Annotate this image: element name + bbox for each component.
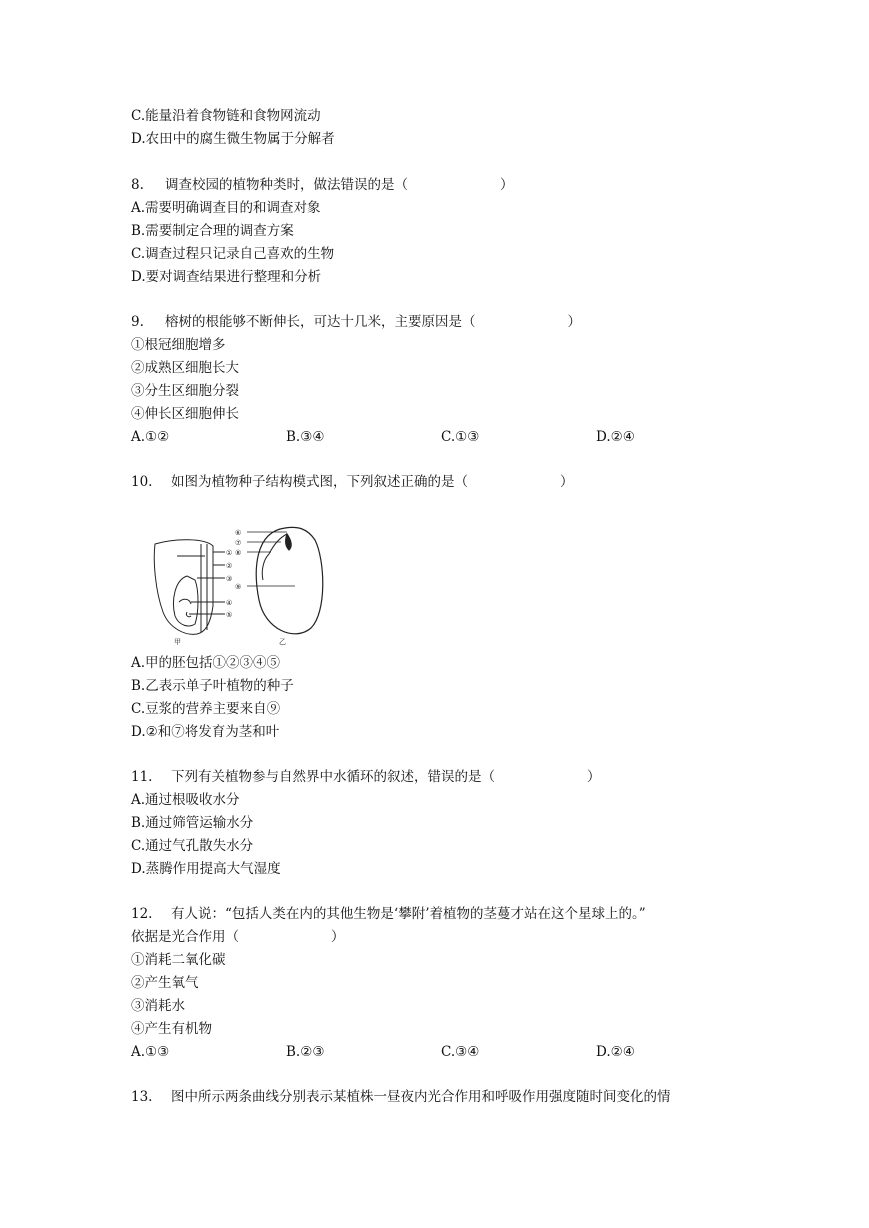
seed-jia-diagram (154, 540, 225, 635)
q11-option-d: D.蒸腾作用提高大气湿度 (131, 861, 281, 877)
yi-caption: 乙 (279, 638, 286, 646)
q12-stem-text-2: 依据是光合作用（ (131, 929, 239, 945)
q13-stem (131, 1088, 671, 1106)
jia-label-5: ⑤ (226, 611, 233, 619)
q9-stem (131, 313, 581, 331)
jia-caption: 甲 (174, 638, 181, 646)
q10-option-a: A.甲的胚包括①②③④⑤ (131, 655, 281, 671)
yi-label-8: ⑧ (235, 549, 242, 557)
q9-stem-text: 榕树的根能够不断伸长，可达十几米，主要原因是（ (165, 314, 476, 330)
q8-number: 8. (131, 177, 144, 193)
q8-option-b: B.需要制定合理的调查方案 (131, 223, 294, 239)
q9-option-b: B.③④ (286, 429, 325, 445)
jia-label-3: ③ (226, 575, 233, 583)
yi-label-9: ⑨ (235, 583, 242, 591)
q8-option-a: A.需要明确调查目的和调查对象 (131, 200, 321, 216)
q10-stem (131, 473, 574, 491)
q12-option-d: D.②④ (596, 1044, 635, 1060)
q11-number: 11. (131, 769, 153, 785)
q12-stem-line2 (131, 928, 345, 946)
q12-option-b: B.②③ (286, 1044, 325, 1060)
q11-option-c: C.通过气孔散失水分 (131, 838, 254, 854)
q9-option-d: D.②④ (596, 429, 635, 445)
q11-option-a: A.通过根吸收水分 (131, 792, 240, 808)
q13-stem-text: 图中所示两条曲线分别表示某植株一昼夜内光合作用和呼吸作用强度随时间变化的情 (171, 1089, 671, 1105)
q8-stem (131, 176, 514, 194)
seed-yi-diagram (247, 527, 323, 633)
q12-stem-text: 有人说：“包括人类在内的其他生物是‘攀附’着植物的茎蔓才站在这个星球上的。” (171, 906, 646, 922)
q9-option-a: A.①② (131, 429, 170, 445)
q12-item-2: ②产生氧气 (131, 975, 199, 991)
q12-stem (131, 905, 646, 923)
q10-stem-text: 如图为植物种子结构模式图，下列叙述正确的是（ (171, 474, 468, 490)
q7-option-c: C.能量沿着食物链和食物网流动 (131, 108, 321, 124)
q11-option-b: B.通过筛管运输水分 (131, 815, 254, 831)
q12-paren-close: ） (331, 929, 345, 945)
jia-label-1: ① (226, 549, 233, 557)
q8-paren-close: ） (500, 177, 514, 193)
yi-label-6: ⑥ (235, 529, 242, 537)
q12-option-a: A.①③ (131, 1044, 170, 1060)
q9-option-c: C.①③ (441, 429, 480, 445)
q13-number: 13. (131, 1089, 153, 1105)
q12-item-4: ④产生有机物 (131, 1021, 212, 1037)
q10-option-b: B.乙表示单子叶植物的种子 (131, 678, 294, 694)
q11-stem (131, 768, 601, 786)
q9-item-3: ③分生区细胞分裂 (131, 383, 239, 399)
q9-item-1: ①根冠细胞增多 (131, 337, 226, 353)
q8-stem-text: 调查校园的植物种类时，做法错误的是（ (165, 177, 408, 193)
yi-label-7: ⑦ (235, 539, 242, 547)
q9-number: 9. (131, 314, 144, 330)
q12-item-3: ③消耗水 (131, 998, 185, 1014)
seed-diagrams-svg (145, 520, 345, 648)
q10-paren-close: ） (560, 474, 574, 490)
q12-number: 12. (131, 906, 153, 922)
q9-item-2: ②成熟区细胞长大 (131, 360, 239, 376)
seed-structure-figure (145, 520, 345, 648)
q10-number: 10. (131, 474, 153, 490)
q8-option-d: D.要对调查结果进行整理和分析 (131, 269, 322, 285)
q11-paren-close: ） (587, 769, 601, 785)
q10-option-c: C.豆浆的营养主要来自⑨ (131, 701, 281, 717)
q9-paren-close: ） (567, 314, 581, 330)
jia-label-2: ② (226, 562, 233, 570)
q9-item-4: ④伸长区细胞伸长 (131, 406, 239, 422)
q8-option-c: C.调查过程只记录自己喜欢的生物 (131, 246, 335, 262)
q11-stem-text: 下列有关植物参与自然界中水循环的叙述，错误的是（ (171, 769, 495, 785)
q7-option-d: D.农田中的腐生微生物属于分解者 (131, 131, 335, 147)
q12-item-1: ①消耗二氧化碳 (131, 952, 226, 968)
jia-label-4: ④ (226, 599, 233, 607)
q12-option-c: C.③④ (441, 1044, 480, 1060)
q10-option-d: D.②和⑦将发育为茎和叶 (131, 724, 280, 740)
